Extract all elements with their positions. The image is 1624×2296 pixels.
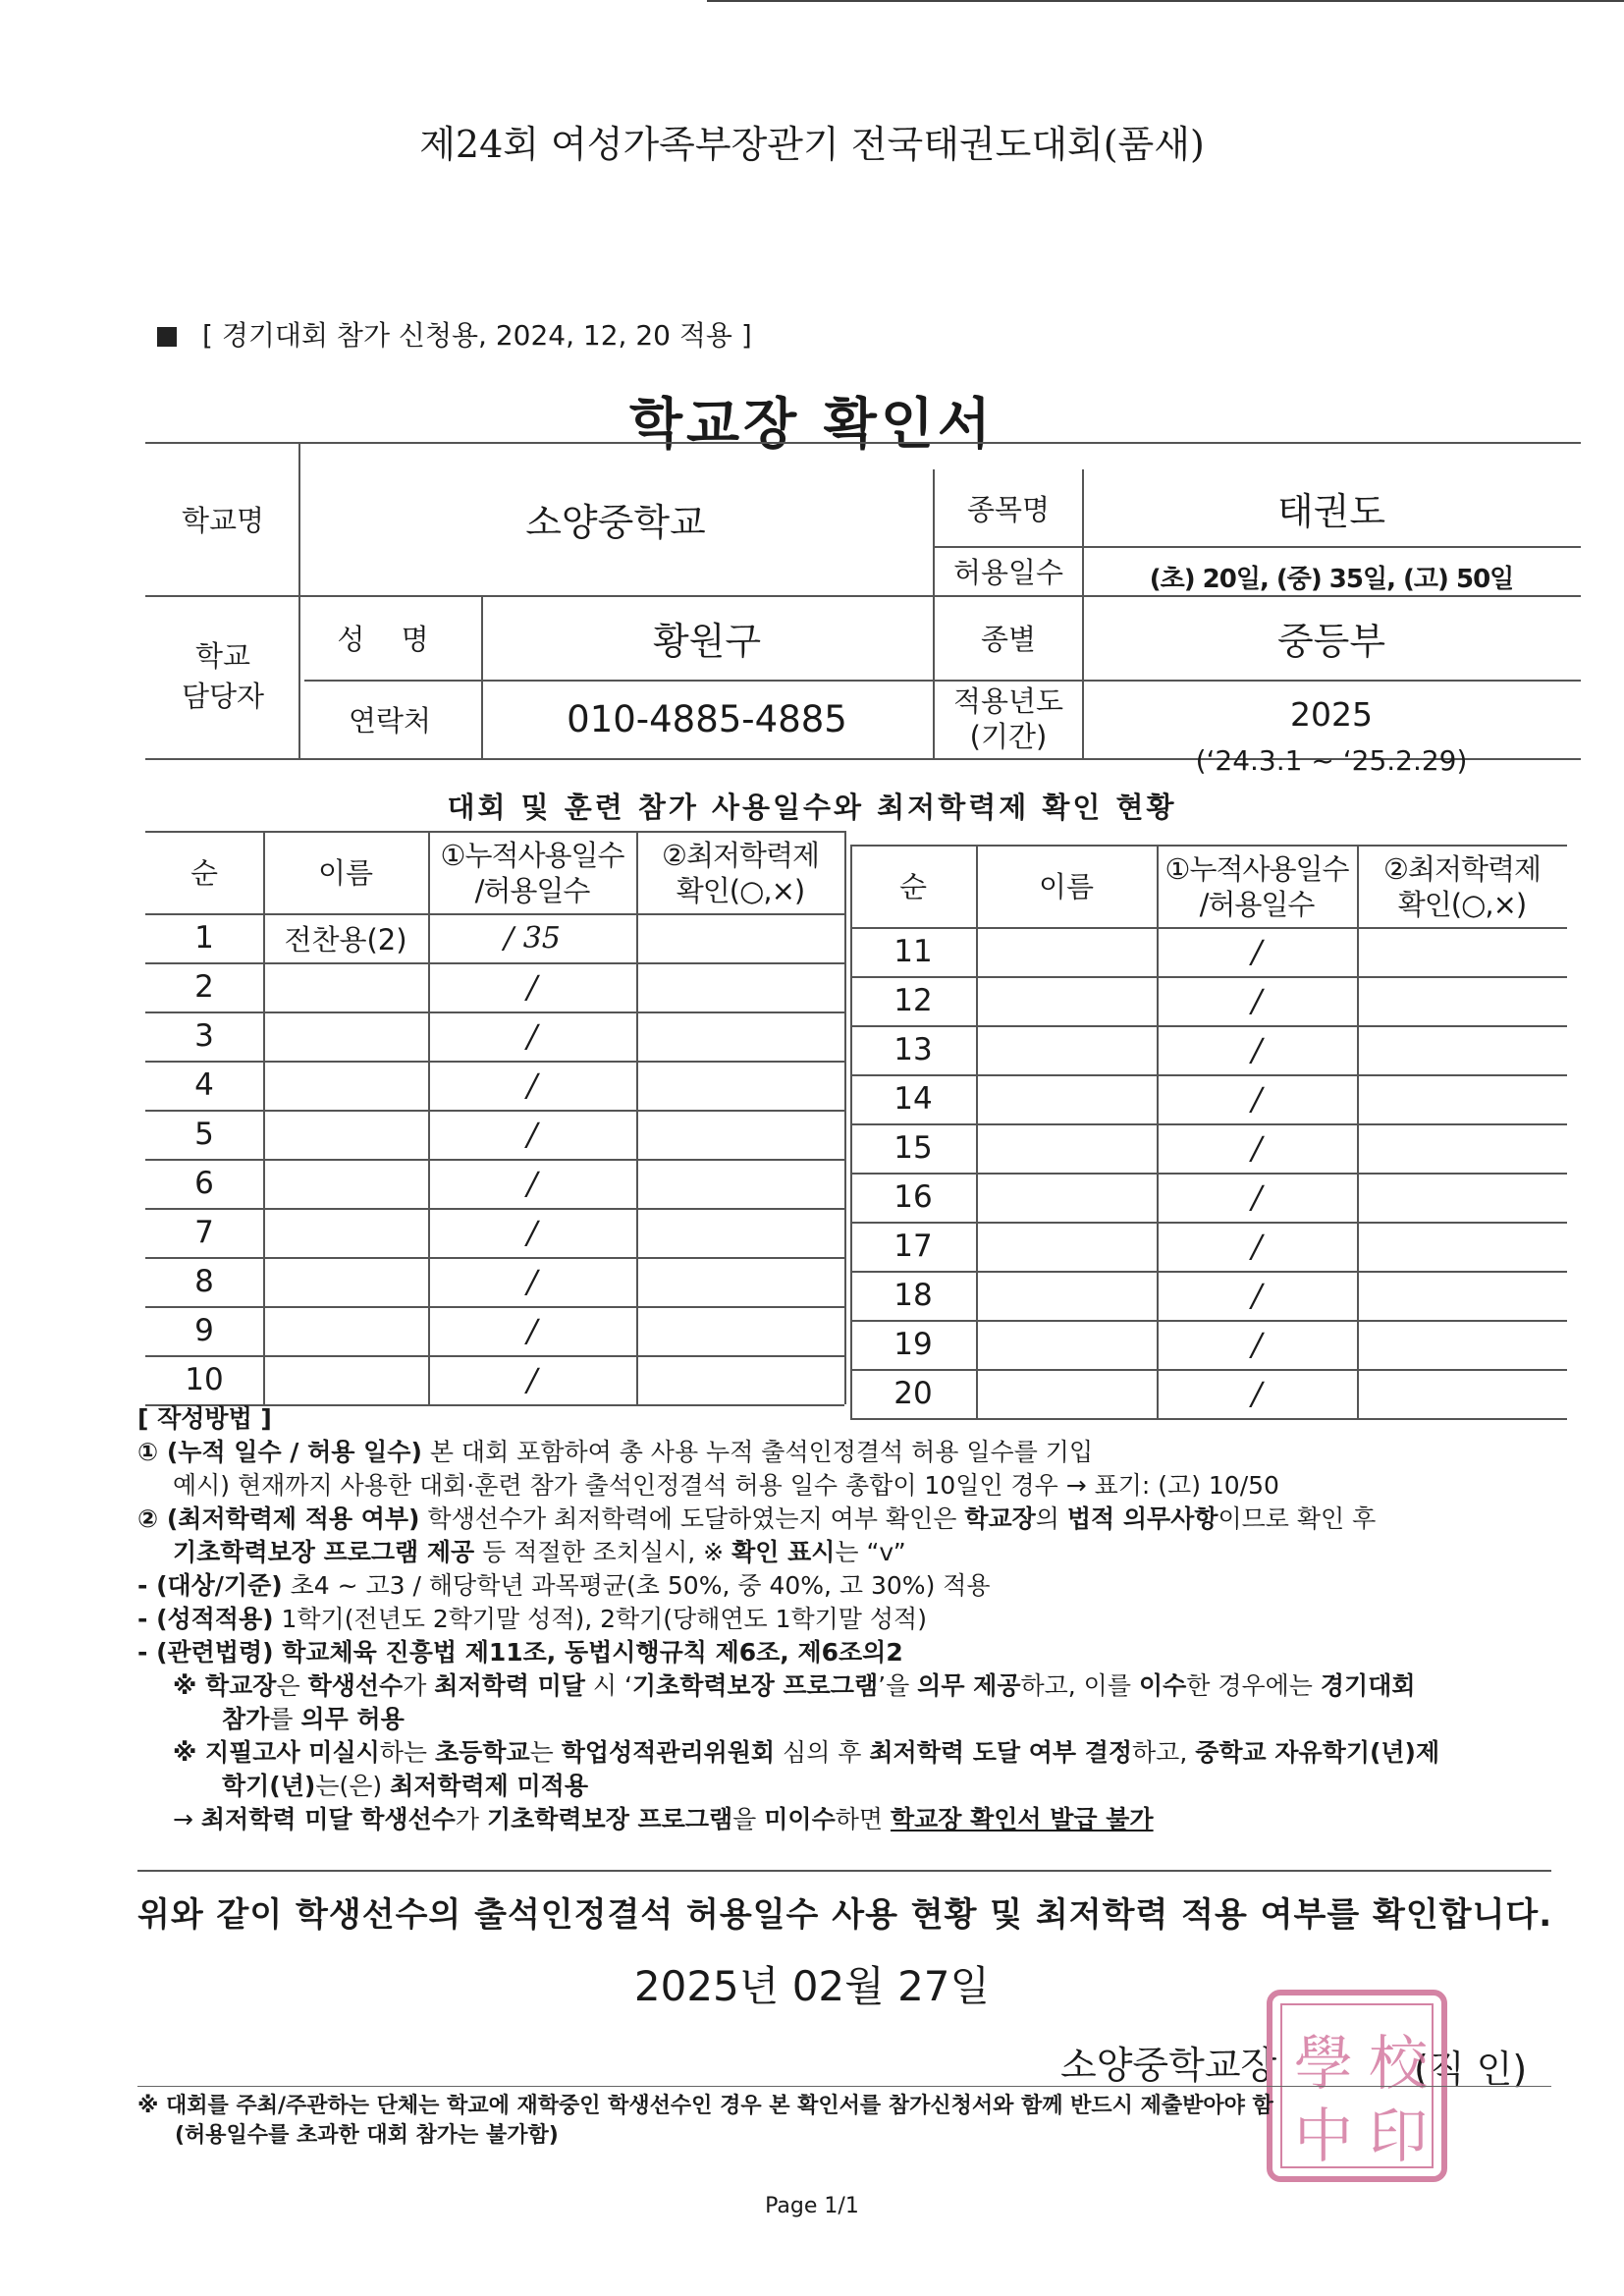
row-days: / — [526, 1116, 538, 1153]
row-days: / — [526, 1066, 538, 1104]
row-number: 11 — [893, 934, 933, 969]
document-title: 학교장 확인서 — [628, 393, 996, 457]
period-value: (‘24.3.1 ~ ‘25.2.29) — [1195, 744, 1468, 777]
row-min-check[interactable] — [636, 1110, 844, 1159]
row-number: 4 — [194, 1067, 214, 1103]
row-number: 5 — [194, 1117, 214, 1152]
row-name — [976, 1320, 1157, 1369]
name-label: 성 명 — [337, 622, 443, 656]
row-name — [263, 1159, 428, 1208]
row-min-check[interactable] — [1357, 1320, 1567, 1369]
row-min-check[interactable] — [636, 913, 844, 962]
row-days: / — [1251, 1326, 1263, 1363]
row-min-check[interactable] — [636, 1355, 844, 1404]
row-days: / — [1251, 933, 1263, 970]
row-min-check[interactable] — [636, 1061, 844, 1110]
row-name — [263, 1208, 428, 1257]
note-principal-duty: ※ 학교장은 학생선수가 최저학력 미달 시 ‘기초학력보장 프로그램’을 의무 제공하고, 이를 이수한 경우에는 경기대회 — [173, 1671, 1416, 1700]
row-name — [976, 1074, 1157, 1123]
row-days: / — [1251, 1080, 1263, 1118]
row-days: / — [526, 1361, 538, 1398]
row-name — [263, 1355, 428, 1404]
name-value: 황원구 — [652, 619, 762, 663]
row-days: / — [526, 1165, 538, 1202]
row-min-check[interactable] — [1357, 1271, 1567, 1320]
row-name — [263, 1306, 428, 1355]
note-2: ② (최저학력제 적용 여부) 학생선수가 최저학력에 도달하였는지 여부 확인은 학교장의 법적 의무사항이므로 확인 후 — [137, 1504, 1377, 1533]
school-label: 학교명 — [181, 503, 265, 537]
row-days: / — [526, 1312, 538, 1349]
official-seal-stamp: 學 校 中 印 — [1267, 1990, 1447, 2182]
row-name: 전찬용(2) — [284, 922, 407, 957]
row-min-check[interactable] — [636, 1159, 844, 1208]
row-number: 16 — [893, 1179, 933, 1215]
row-days: / — [1251, 1228, 1263, 1265]
row-name — [263, 1061, 428, 1110]
row-days: / — [526, 1214, 538, 1251]
row-min-check[interactable] — [636, 1257, 844, 1306]
official-seal-label: (직 인) — [1414, 2048, 1528, 2091]
row-min-check[interactable] — [1357, 1074, 1567, 1123]
row-number: 14 — [893, 1081, 933, 1117]
row-name — [976, 1123, 1157, 1173]
row-name — [976, 927, 1157, 976]
row-min-check[interactable] — [636, 962, 844, 1011]
row-min-check[interactable] — [1357, 1123, 1567, 1173]
header-days-left: ①누적사용일수 /허용일수 — [440, 838, 624, 907]
row-min-check[interactable] — [1357, 1025, 1567, 1074]
note-no-exam-cont: 학기(년)는(은) 최저학력제 미적용 — [222, 1772, 588, 1800]
row-days: / — [1251, 982, 1263, 1019]
header-min-right: ②최저학력제 확인(○,×) — [1382, 851, 1542, 921]
note-law: - (관련법령) 학교체육 진흥법 제11조, 동법시행규칙 제6조, 제6조의2 — [137, 1638, 903, 1667]
allowed-days-label: 허용일수 — [952, 555, 1064, 589]
row-days: / — [526, 1263, 538, 1300]
row-number: 20 — [893, 1376, 933, 1411]
row-number: 6 — [194, 1166, 214, 1201]
signer-name: 소양중학교장 — [1060, 2044, 1277, 2087]
note-1-example: 예시) 현재까지 사용한 대회·훈련 참가 출석인정결석 허용 일수 총합이 10일인 경우 → 표기: (고) 10/50 — [173, 1471, 1279, 1500]
row-min-check[interactable] — [1357, 1222, 1567, 1271]
row-name — [263, 962, 428, 1011]
row-number: 13 — [893, 1032, 933, 1067]
header-no-right: 순 — [898, 869, 927, 903]
row-days: / — [526, 968, 538, 1006]
row-name — [976, 1271, 1157, 1320]
competition-title: 제24회 여성가족부장관기 전국태권도대회(품새) — [419, 123, 1205, 166]
issue-date: 2025년 02월 27일 — [633, 1962, 991, 2010]
note-principal-duty-cont: 참가를 의무 허용 — [222, 1705, 405, 1733]
row-number: 3 — [194, 1018, 214, 1054]
note-not-issued: → 최저학력 미달 학생선수가 기초학력보장 프로그램을 미이수하면 학교장 확인서 발급 불가 — [173, 1805, 1154, 1833]
note-target: - (대상/기준) 초4 ~ 고3 / 해당학년 과목평균(초 50%, 중 40%, 고 30%) 적용 — [137, 1571, 991, 1600]
contact-label: 연락처 — [348, 703, 432, 738]
row-min-check[interactable] — [636, 1306, 844, 1355]
row-name — [976, 1025, 1157, 1074]
row-min-check[interactable] — [636, 1208, 844, 1257]
row-number: 2 — [194, 969, 214, 1005]
contact-value: 010-4885-4885 — [567, 697, 847, 740]
notes-heading: [ 작성방법 ] — [137, 1404, 272, 1433]
header-name-left: 이름 — [317, 855, 374, 890]
row-name — [263, 1011, 428, 1061]
year-value: 2025 — [1290, 695, 1373, 734]
footnote — [137, 2092, 1551, 2151]
division-label: 종별 — [980, 622, 1037, 656]
notes-divider — [137, 1870, 1551, 1872]
row-days: / — [526, 1017, 538, 1055]
event-label: 종목명 — [966, 492, 1051, 526]
row-min-check[interactable] — [1357, 1173, 1567, 1222]
row-name — [263, 1110, 428, 1159]
row-number: 10 — [185, 1362, 224, 1397]
header-name-right: 이름 — [1038, 869, 1095, 903]
row-days: / 35 — [504, 920, 561, 956]
section-title: 대회 및 훈련 참가 사용일수와 최저학력제 확인 현황 — [447, 791, 1177, 824]
row-number: 9 — [194, 1313, 214, 1348]
row-number: 18 — [893, 1278, 933, 1313]
writing-notes — [137, 1402, 1551, 1836]
row-days: / — [1251, 1375, 1263, 1412]
row-name — [263, 1257, 428, 1306]
division-value: 중등부 — [1276, 619, 1386, 663]
event-value: 태권도 — [1276, 489, 1386, 533]
note-2-cont: 기초학력보장 프로그램 제공 등 적절한 조치실시, ※ 확인 표시는 “v” — [173, 1538, 906, 1566]
header-days-right: ①누적사용일수 /허용일수 — [1164, 851, 1349, 921]
note-no-exam: ※ 지필고사 미실시하는 초등학교는 학업성적관리위원회 심의 후 최저학력 도달 여부 결정하고, 중학교 자유학기(년)제 — [173, 1738, 1440, 1767]
footnote-divider — [137, 2086, 1551, 2087]
year-label: 적용년도 (기간) — [952, 683, 1064, 753]
row-min-check[interactable] — [636, 1011, 844, 1061]
page-number: Page 1/1 — [765, 2194, 859, 2218]
row-number: 8 — [194, 1264, 214, 1299]
note-1: ① (누적 일수 / 허용 일수) 본 대회 포함하여 총 사용 누적 출석인정결석 허용 일수를 기입 — [137, 1438, 1094, 1466]
row-days: / — [1251, 1129, 1263, 1167]
row-name — [976, 976, 1157, 1025]
row-number: 15 — [893, 1130, 933, 1166]
row-number: 19 — [893, 1327, 933, 1362]
manager-label: 학교 담당자 — [181, 639, 265, 713]
school-value: 소양중학교 — [525, 500, 706, 544]
row-days: / — [1251, 1277, 1263, 1314]
top-border-line — [707, 0, 1624, 2]
edition-note — [157, 314, 752, 354]
footnote-line-2: (허용일수를 초과한 대회 참가는 불가함) — [175, 2123, 559, 2148]
header-no-left: 순 — [189, 855, 218, 890]
grid-center-divider — [844, 831, 846, 1404]
row-days: / — [1251, 1031, 1263, 1068]
row-name — [976, 1173, 1157, 1222]
note-grade-apply: - (성적적용) 1학기(전년도 2학기말 성적), 2학기(당해연도 1학기말 성적) — [137, 1605, 927, 1633]
row-number: 7 — [194, 1215, 214, 1250]
allowed-days-value: (초) 20일, (중) 35일, (고) 50일 — [1149, 564, 1514, 594]
row-number: 12 — [893, 983, 933, 1018]
edition-note-text: [ 경기대회 참가 신청용, 2024, 12, 20 적용 ] — [202, 319, 752, 352]
row-min-check[interactable] — [1357, 927, 1567, 976]
footnote-line-1: ※ 대회를 주최/주관하는 단체는 학교에 재학중인 학생선수인 경우 본 확인서를 참가신청서와 함께 반드시 제출받아야 함 — [137, 2094, 1273, 2118]
row-number: 17 — [893, 1229, 933, 1264]
row-min-check[interactable] — [1357, 976, 1567, 1025]
row-days: / — [1251, 1178, 1263, 1216]
row-name — [976, 1222, 1157, 1271]
row-number: 1 — [194, 920, 214, 956]
header-min-left: ②최저학력제 확인(○,×) — [661, 838, 820, 907]
confirmation-text: 위와 같이 학생선수의 출석인정결석 허용일수 사용 현황 및 최저학력 적용 여부를 확인합니다. — [137, 1895, 1553, 1935]
square-bullet-icon — [157, 327, 177, 347]
